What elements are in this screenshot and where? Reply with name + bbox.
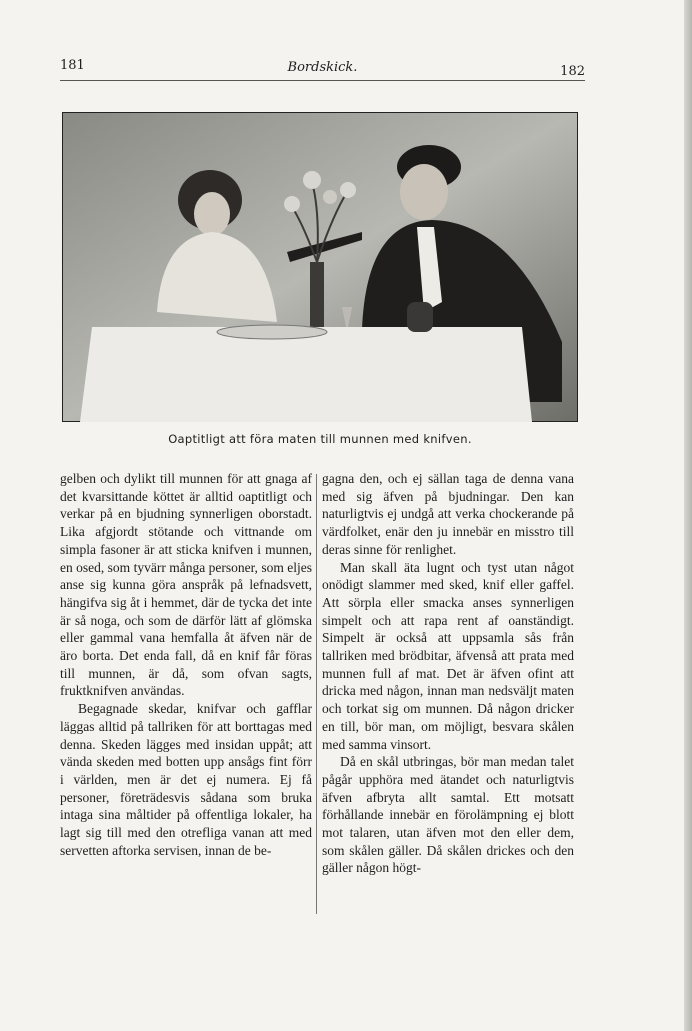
paragraph: gagna den, och ej sällan taga de denna vana med sig äfven på bjudningar. Den kan naturligtvis ej undgå att verka chockerande på värdfolket, enär den ju innebär en misstro till deras sinne för renlighet. [322,471,574,557]
dining-photo [62,112,578,422]
paragraph: Begagnade skedar, knifvar och gafflar läggas alltid på tallriken för att borttagas med denna. Skeden lägges med insidan uppåt; att vända skeden med botten upp ansågs fint förr i världen, men är det ej numera. Ej få personer, företrädesvis sådana som bruka intaga sina måltider på offentliga lokaler, ha lagt sig till med den otrefliga vanan att med servetten aftorka servisen, innan de be- [60,701,312,858]
page-header [60,56,585,82]
running-title: Bordskick. [287,60,358,75]
text-columns [60,470,585,920]
illustration [62,112,578,422]
figure-caption: Oaptitligt att föra maten till munnen med knifven. [168,432,472,446]
paragraph: gelben och dylikt till munnen för att gnaga af det kvarsittande köttet är alltid oaptitligt och verkar på en bjudning synnerligen oborstadt. Lika afgjordt stötande och vittnande om simpla fasoner är att sticka knifven i munnen, en osed, som tyvärr många personer, som eljes anse sig kunna göra anspråk på lefnadsvett, hängifva sig åt i hemmet, där de tycka det inte är så noga, och som de därför lätt af glömska eller gammal vana hemfalla åt äfven när de äro borta. Det enda fall, då en knif får föras till munnen, är då, som ofvan sagts, fruktknifven användas. [60,471,312,699]
paragraph: Då en skål utbringas, bör man medan talet pågår upphöra med ätandet och naturligtvis äfven afbryta allt samtal. Ett motsatt förhållande innebär en förolämpning ej blott mot talaren, utan äfven mot den eller dem, som skålen gäller. Då skålen drickes och den gäller någon högt- [322,754,574,876]
paragraph: Man skall äta lugnt och tyst utan något onödigt slammer med sked, knif eller gaffel. Att sörpla eller smacka anses synnerligen simpelt och att rapa rent af oanständigt. Simpelt är också att uppsamla sås från tallriken med brödbitar, äfvenså att prata med munnen full af mat. Det är äfven ofint att dricka med någon, innan man nedsväljt maten och torkat sig om munnen. Då någon dricker en till, bör man, om möjligt, besvara skålen med samma vinsort. [322,559,574,752]
page-number-left: 181 [60,58,85,73]
right-column [322,470,574,877]
left-column [60,470,312,859]
header-rule [60,80,585,81]
page-edge [684,0,692,1031]
page-number-right: 182 [560,64,585,79]
column-divider [316,474,317,914]
